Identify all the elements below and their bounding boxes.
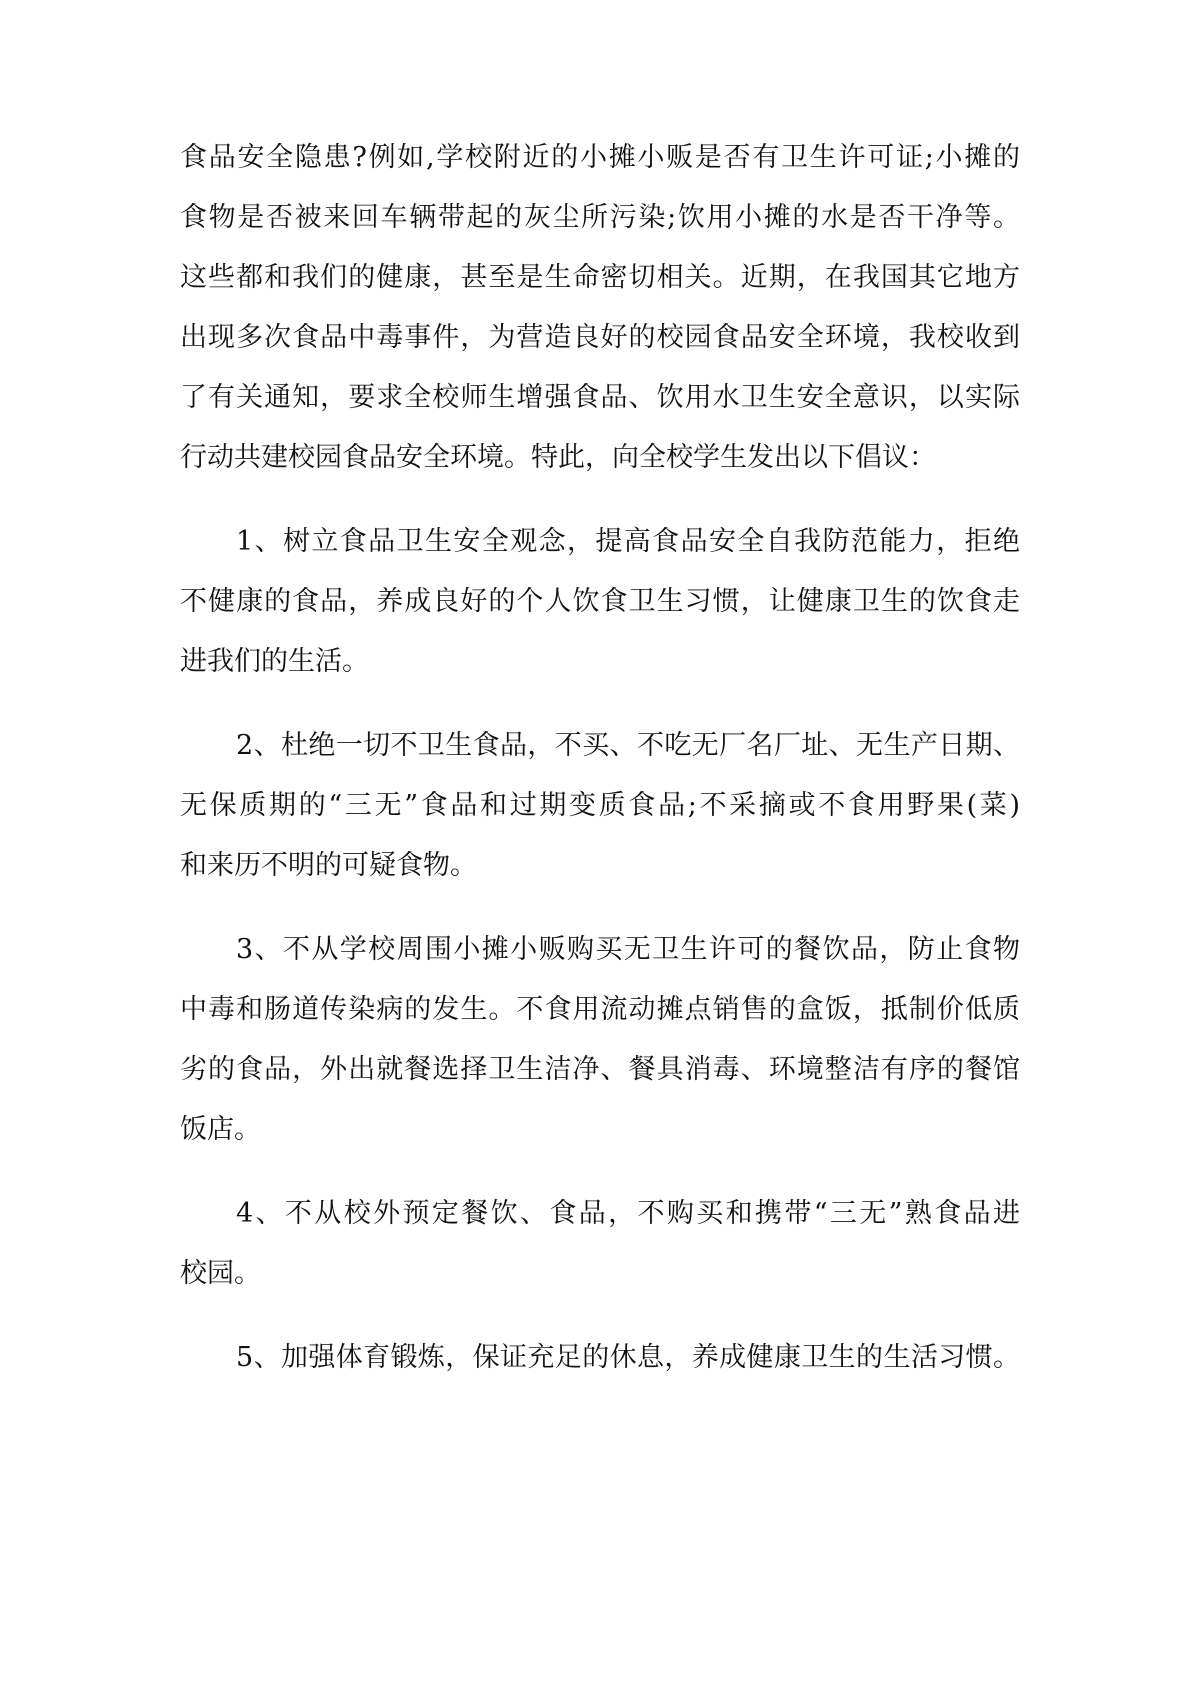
item-1-line-1: 1、树立食品卫生安全观念，提高食品安全自我防范能力，拒绝: [236, 526, 1020, 557]
item-3-line-4: 饭店。: [180, 1114, 261, 1145]
item-1-line-3: 进我们的生活。: [180, 646, 369, 677]
item-4-line-2: 校园。: [180, 1258, 261, 1289]
paragraph-1-line-1: 食品安全隐患?例如,学校附近的小摊小贩是否有卫生许可证;小摊的: [180, 142, 1020, 173]
item-3-line-3: 劣的食品，外出就餐选择卫生洁净、餐具消毒、环境整洁有序的餐馆: [180, 1054, 1020, 1085]
item-5-line-1: 5、加强体育锻炼，保证充足的休息，养成健康卫生的生活习惯。: [236, 1342, 1020, 1373]
item-3-line-1: 3、不从学校周围小摊小贩购买无卫生许可的餐饮品，防止食物: [236, 934, 1020, 965]
paragraph-1-line-5: 了有关通知，要求全校师生增强食品、饮用水卫生安全意识，以实际: [180, 382, 1020, 413]
paragraph-1-line-6: 行动共建校园食品安全环境。特此，向全校学生发出以下倡议：: [180, 442, 936, 473]
item-4-line-1: 4、不从校外预定餐饮、食品，不购买和携带“三无”熟食品进: [236, 1198, 1020, 1229]
paragraph-1-line-2: 食物是否被来回车辆带起的灰尘所污染;饮用小摊的水是否干净等。: [180, 202, 1020, 233]
item-2-line-3: 和来历不明的可疑食物。: [180, 850, 477, 881]
item-2-line-1: 2、杜绝一切不卫生食品，不买、不吃无厂名厂址、无生产日期、: [236, 730, 1020, 761]
paragraph-1-line-4: 出现多次食品中毒事件，为营造良好的校园食品安全环境，我校收到: [180, 322, 1020, 353]
paragraph-1-line-3: 这些都和我们的健康，甚至是生命密切相关。近期，在我国其它地方: [180, 262, 1020, 293]
item-3-line-2: 中毒和肠道传染病的发生。不食用流动摊点销售的盒饭，抵制价低质: [180, 994, 1020, 1025]
item-1-line-2: 不健康的食品，养成良好的个人饮食卫生习惯，让健康卫生的饮食走: [180, 586, 1020, 617]
item-2-line-2: 无保质期的“三无”食品和过期变质食品;不采摘或不食用野果(菜): [180, 790, 1020, 821]
